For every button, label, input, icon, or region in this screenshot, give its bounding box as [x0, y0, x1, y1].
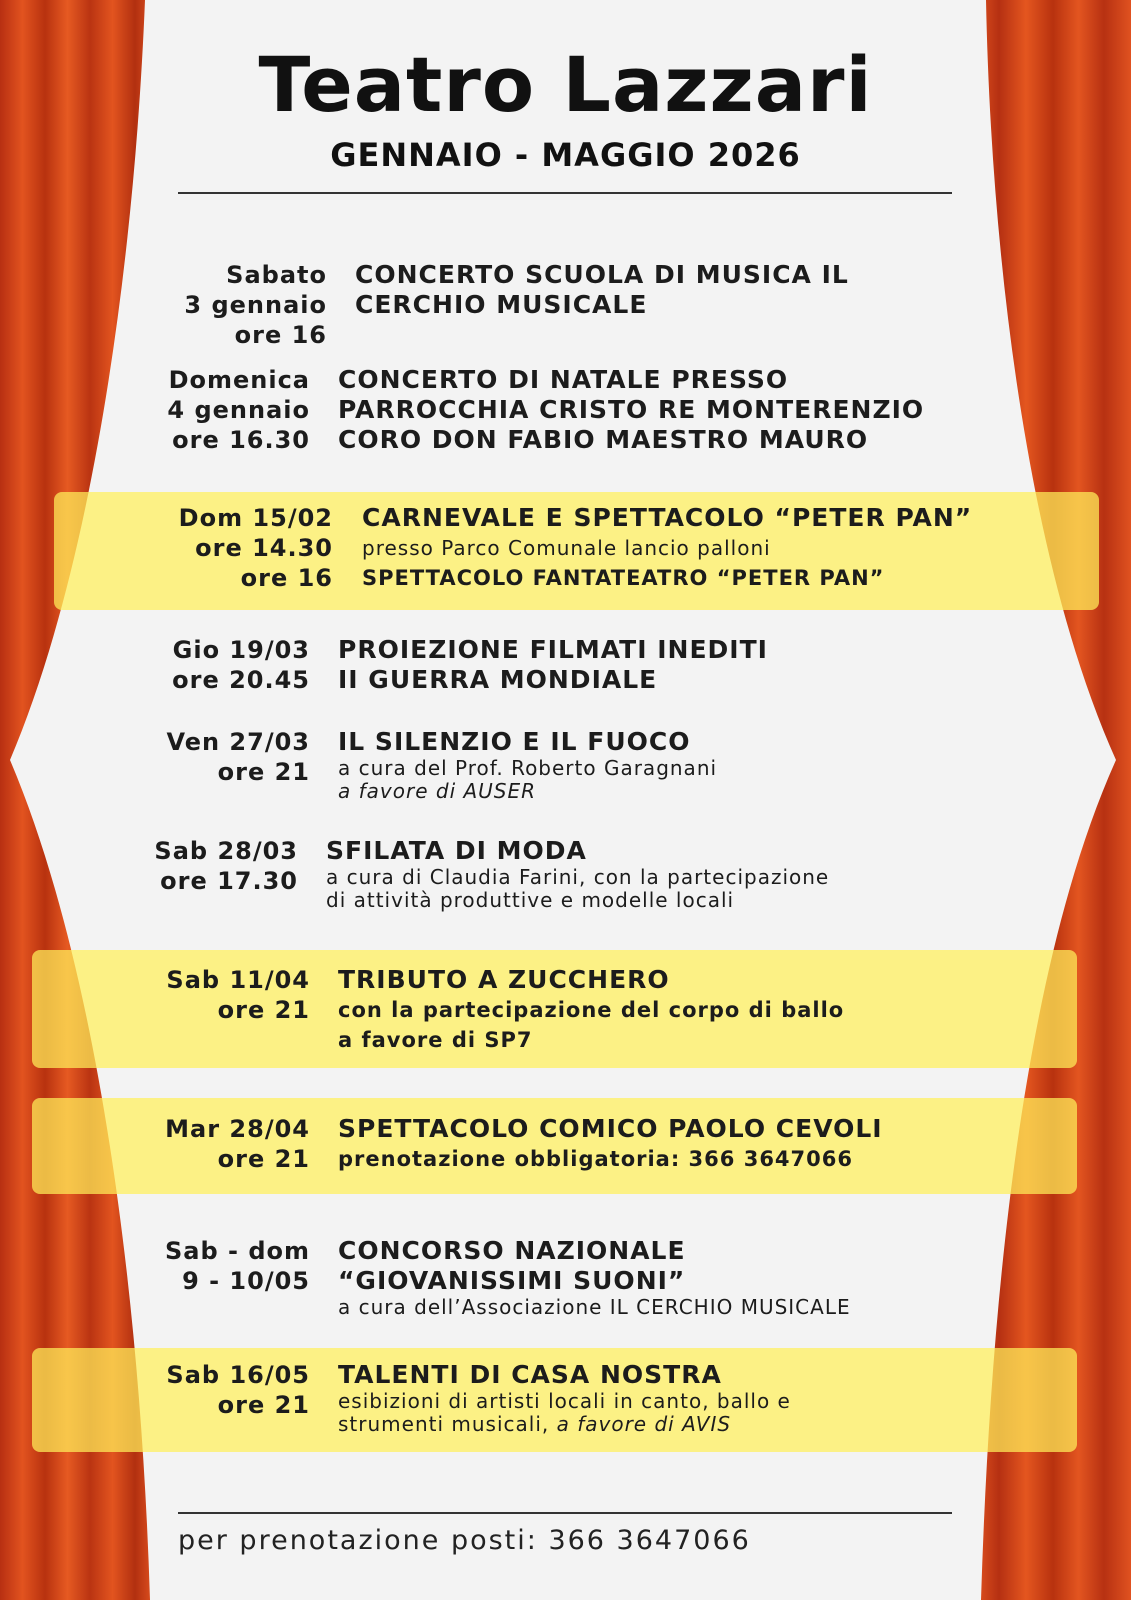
- event-title: SFILATA DI MODA: [326, 836, 587, 865]
- event-title: PARROCCHIA CRISTO RE MONTERENZIO: [338, 395, 925, 424]
- event-date: Sabato 3 gennaio ore 16: [184, 261, 327, 349]
- event-info: [338, 365, 924, 455]
- event-detail: di attività produttive e modelle locali: [326, 888, 735, 912]
- top-divider: [178, 192, 952, 194]
- event-title: CARNEVALE E SPETTACOLO “PETER PAN”: [362, 503, 973, 532]
- event-detail: presso Parco Comunale lancio palloni: [362, 536, 771, 560]
- event-title: CORO DON FABIO MAESTRO MAURO: [338, 425, 869, 454]
- event-title: CONCERTO SCUOLA DI MUSICA IL: [355, 260, 849, 289]
- event-title: IL SILENZIO E IL FUOCO: [338, 727, 691, 756]
- event-info: [338, 1360, 791, 1436]
- event-info: [338, 727, 717, 803]
- event-detail: con la partecipazione del corpo di ballo: [338, 998, 845, 1022]
- event-detail: a cura dell’Associazione IL CERCHIO MUSICALE: [338, 1295, 851, 1319]
- event-date: Ven 27/03 ore 21: [166, 728, 310, 786]
- event-detail: a cura di Claudia Farini, con la partecipazione: [326, 865, 830, 889]
- poster-subtitle: GENNAIO - MAGGIO 2026: [330, 136, 801, 174]
- event-info: [326, 836, 829, 912]
- event-note: a favore di AUSER: [338, 779, 537, 803]
- event-title: CONCORSO NAZIONALE: [338, 1236, 686, 1265]
- event-title: PROIEZIONE FILMATI INEDITI: [338, 635, 768, 664]
- event-date: Mar 28/04 ore 21: [165, 1115, 310, 1173]
- event-date: Sab 28/03 ore 17.30: [154, 837, 298, 895]
- event-note: a favore di AVIS: [556, 1412, 732, 1436]
- event-title: CONCERTO DI NATALE PRESSO: [338, 365, 789, 394]
- event-title: SPETTACOLO COMICO PAOLO CEVOLI: [338, 1114, 883, 1143]
- bottom-divider: [178, 1512, 952, 1514]
- event-info: [355, 260, 849, 320]
- event-info: [338, 1236, 851, 1319]
- event-title: II GUERRA MONDIALE: [338, 665, 658, 694]
- event-detail: a favore di SP7: [338, 1028, 533, 1052]
- poster-title: Teatro Lazzari: [258, 40, 873, 129]
- event-extra: SPETTACOLO FANTATEATRO “PETER PAN”: [362, 566, 885, 590]
- event-detail: a cura del Prof. Roberto Garagnani: [338, 756, 718, 780]
- event-info: [362, 503, 972, 593]
- event-info: [338, 965, 844, 1055]
- event-detail-line: strumenti musicali, a favore di AVIS: [338, 1412, 732, 1436]
- event-title: TALENTI DI CASA NOSTRA: [338, 1360, 722, 1389]
- event-date: Sab - dom 9 - 10/05: [164, 1237, 310, 1295]
- booking-info: per prenotazione posti: 366 3647066: [178, 1525, 751, 1556]
- event-date: Gio 19/03 ore 20.45: [172, 636, 310, 694]
- event-date: Sab 16/05 ore 21: [166, 1361, 310, 1419]
- event-info: [338, 1114, 883, 1174]
- event-detail: prenotazione obbligatoria: 366 3647066: [338, 1147, 853, 1171]
- event-date: Sab 11/04 ore 21: [166, 966, 310, 1024]
- event-title: TRIBUTO A ZUCCHERO: [338, 965, 670, 994]
- event-title: “GIOVANISSIMI SUONI”: [338, 1266, 686, 1295]
- event-title: CERCHIO MUSICALE: [355, 290, 648, 319]
- event-date: Domenica 4 gennaio ore 16.30: [167, 366, 310, 454]
- event-detail: esibizioni di artisti locali in canto, ballo e: [338, 1389, 791, 1413]
- event-date: Dom 15/02 ore 14.30 ore 16: [178, 504, 333, 592]
- event-info: [338, 635, 768, 695]
